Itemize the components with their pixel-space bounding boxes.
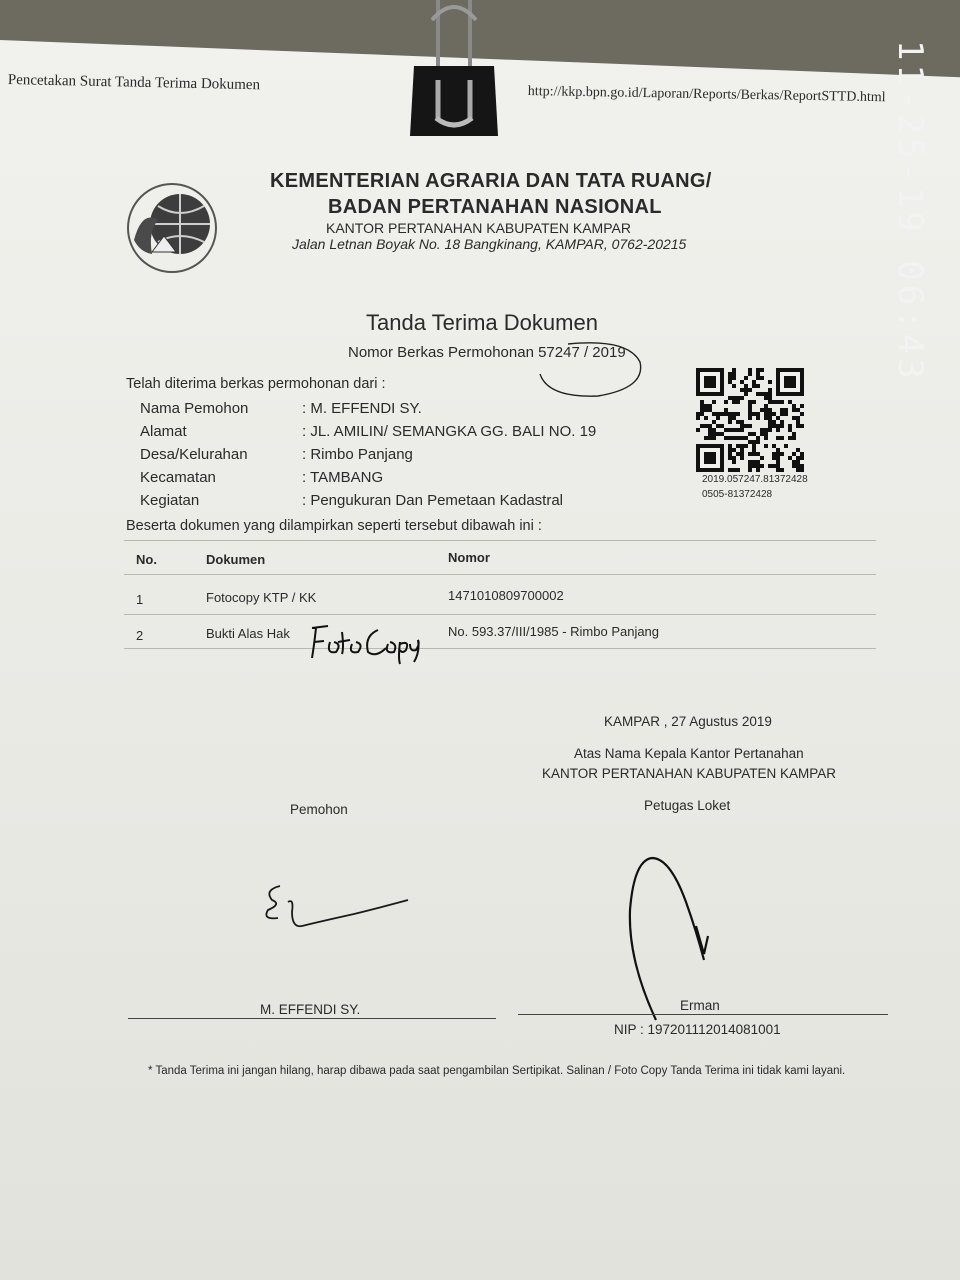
table-header-no: No. (136, 552, 157, 567)
field-value-nama: : M. EFFENDI SY. (302, 400, 422, 417)
applicant-signature (258, 876, 418, 946)
field-value-alamat: : JL. AMILIN/ SEMANGKA GG. BALI NO. 19 (302, 423, 597, 440)
footnote: * Tanda Terima ini jangan hilang, harap dibawa pada saat pengambilan Sertipikat. Salinan / Foto Copy Tanda Terima ini tidak kami layani. (148, 1065, 846, 1077)
table-row-1-dokumen: Fotocopy KTP / KK (206, 590, 317, 605)
qr-caption-2: 0505-81372428 (702, 489, 773, 500)
attachments-intro: Beserta dokumen yang dilampirkan seperti tersebut dibawah ini : (126, 518, 542, 534)
org-ministry-line: KEMENTERIAN AGRARIA DAN TATA RUANG/ (270, 170, 712, 192)
application-number-value: 57247 / 2019 (538, 344, 626, 361)
applicant-intro: Telah diterima berkas permohonan dari : (126, 376, 386, 392)
field-label-nama: Nama Pemohon (140, 400, 249, 417)
table-header-dokumen: Dokumen (206, 552, 266, 567)
applicant-name: M. EFFENDI SY. (260, 1002, 361, 1017)
field-label-kecamatan: Kecamatan (140, 469, 216, 486)
table-row-2-nomor: No. 593.37/III/1985 - Rimbo Panjang (448, 624, 660, 639)
office-line: KANTOR PERTANAHAN KABUPATEN KAMPAR (542, 766, 837, 781)
officer-signature-line (518, 1014, 888, 1015)
place-date: KAMPAR , 27 Agustus 2019 (604, 714, 772, 729)
org-agency-line: BADAN PERTANAHAN NASIONAL (328, 196, 662, 218)
org-address-line: Jalan Letnan Boyak No. 18 Bangkinang, KAMPAR, 0762-20215 (292, 236, 687, 252)
org-office-line: KANTOR PERTANAHAN KABUPATEN KAMPAR (326, 220, 631, 236)
application-number-label: Nomor Berkas Permohonan (348, 344, 534, 361)
field-label-kegiatan: Kegiatan (140, 492, 200, 509)
table-bottom-rule (124, 648, 876, 649)
table-row-rule (124, 614, 876, 615)
officer-role: Petugas Loket (644, 798, 731, 813)
qr-code-icon (696, 368, 804, 472)
field-value-kecamatan: : TAMBANG (302, 469, 384, 486)
field-label-desa: Desa/Kelurahan (140, 446, 248, 463)
field-value-desa: : Rimbo Panjang (302, 446, 413, 463)
table-header-rule (124, 574, 876, 575)
field-label-alamat: Alamat (140, 423, 187, 440)
document-title: Tanda Terima Dokumen (366, 310, 598, 335)
qr-caption-1: 2019.057247.81372428 (702, 474, 808, 485)
table-top-rule (124, 540, 876, 541)
applicant-role: Pemohon (290, 802, 348, 817)
print-header-title: Pencetakan Surat Tanda Terima Dokumen (7, 72, 261, 94)
table-header-nomor: Nomor (448, 550, 490, 565)
officer-name: Erman (680, 998, 720, 1013)
table-row-1-nomor: 1471010809700002 (448, 588, 564, 603)
print-header-url: http://kkp.bpn.go.id/Laporan/Reports/Berkas/ReportSTTD.html (527, 84, 886, 106)
on-behalf-line: Atas Nama Kepala Kantor Pertanahan (574, 746, 804, 761)
field-value-kegiatan: : Pengukuran Dan Pemetaan Kadastral (302, 492, 563, 509)
officer-nip: NIP : 197201112014081001 (614, 1022, 781, 1037)
table-row-2-no: 2 (136, 628, 144, 643)
table-row-1-no: 1 (136, 592, 144, 607)
applicant-signature-line (128, 1018, 496, 1019)
bpn-logo-icon (122, 180, 222, 276)
handwritten-circle-mark (528, 334, 648, 404)
photo-timestamp: 11-25-19 06:43 (890, 40, 930, 383)
binder-clip-icon (408, 0, 500, 140)
table-row-2-dokumen: Bukti Alas Hak (206, 626, 290, 641)
handwritten-foto-copy-note (306, 618, 424, 666)
